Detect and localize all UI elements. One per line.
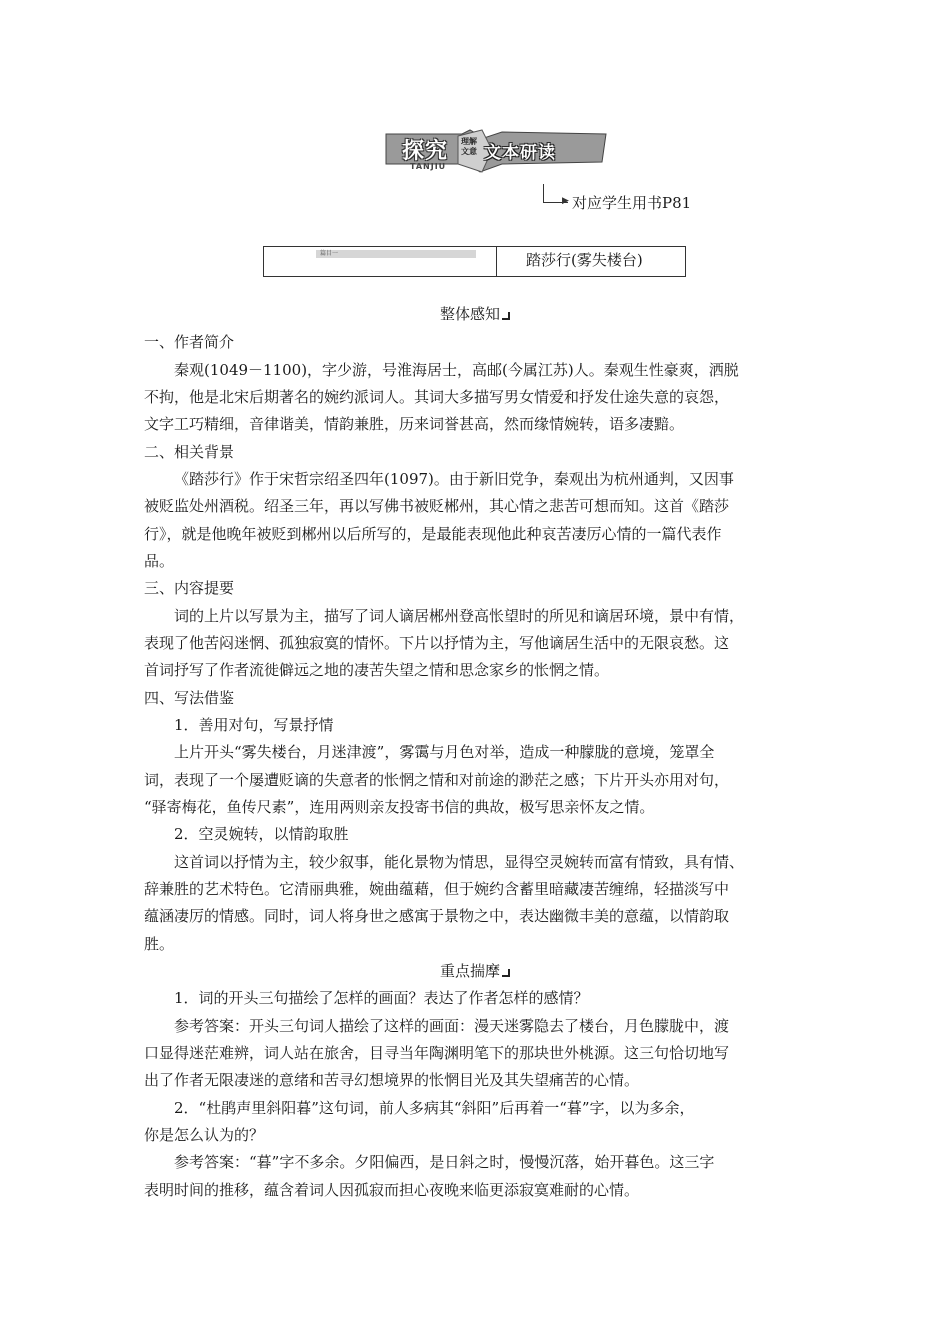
- paragraph-line: 胜。: [144, 935, 175, 953]
- banner-small-text: 理解文意: [461, 137, 477, 156]
- subheading: 1．善用对句，写景抒情: [174, 716, 334, 734]
- heading-summary: 三、内容提要: [144, 579, 235, 597]
- paragraph-line: 文字工巧精细，音律谐美，情韵兼胜，历来词誉甚高，然而缘情婉转，语多凄黯。: [144, 415, 685, 433]
- paragraph-line: 蕴涵凄厉的情感。同时，词人将身世之感寓于景物之中，表达幽微丰美的意蕴，以情韵取: [144, 907, 730, 925]
- section-banner: [384, 128, 610, 176]
- overview-heading: 整体感知: [0, 304, 950, 324]
- paragraph-line: 参考答案：“暮”字不多余。夕阳偏西，是日斜之时，慢慢沉落，始开暮色。这三字: [174, 1153, 715, 1171]
- arrow-right-icon: ▶: [562, 196, 569, 206]
- title-tag: 篇目一: [320, 250, 339, 257]
- reference-note: 对应学生用书P81: [572, 194, 692, 212]
- paragraph-line: 这首词以抒情为主，较少叙事，能化景物为情思，显得空灵婉转而富有情致，具有情、: [174, 853, 745, 871]
- banner-right-text: 文本研读: [484, 143, 556, 163]
- paragraph-line: 表现了他苦闷迷惘、孤独寂寞的情怀。下片以抒情为主，写他谪居生活中的无限哀愁。这: [144, 634, 730, 652]
- paragraph-line: 不拘，他是北宋后期著名的婉约派词人。其词大多描写男女情爱和抒发仕途失意的哀怨，: [144, 388, 730, 406]
- paragraph-line: 首词抒写了作者流徙僻远之地的凄苦失望之情和思念家乡的怅惘之情。: [144, 661, 610, 679]
- paragraph-line: 词，表现了一个屡遭贬谪的失意者的怅惘之情和对前途的渺茫之感；下片开头亦用对句，: [144, 771, 730, 789]
- heading-background: 二、相关背景: [144, 443, 235, 461]
- question-2: 2．“杜鹃声里斜阳暮”这句词，前人多病其“斜阳”后再着一“暮”字，以为多余，: [174, 1099, 695, 1117]
- paragraph-line: 被贬监处州酒税。绍圣三年，再以写佛书被贬郴州，其心情之悲苦可想而知。这首《踏莎: [144, 497, 730, 515]
- paragraph-line: 参考答案：开头三句词人描绘了这样的画面：漫天迷雾隐去了楼台，月色朦胧中，渡: [174, 1017, 730, 1035]
- title-table-left-cell: [264, 247, 497, 276]
- heading-author: 一、作者简介: [144, 333, 235, 351]
- key-points-heading: 重点揣摩: [0, 961, 950, 981]
- corner-mark-icon: [502, 969, 510, 977]
- poem-title: 踏莎行(雾失楼台): [526, 251, 643, 269]
- paragraph-line: 口显得迷茫难辨，词人站在旅舍，目寻当年陶渊明笔下的那块世外桃源。这三句恰切地写: [144, 1044, 730, 1062]
- title-table: [263, 246, 686, 277]
- question-2-cont: 你是怎么认为的？: [144, 1126, 265, 1144]
- paragraph-line: 上片开头“雾失楼台，月迷津渡”，雾霭与月色对举，造成一种朦胧的意境，笼罩全: [174, 743, 715, 761]
- paragraph-line: “驿寄梅花，鱼传尺素”，连用两则亲友投寄书信的典故，极写思亲怀友之情。: [144, 798, 655, 816]
- title-tag-strip: [316, 250, 476, 258]
- paragraph-line: 表明时间的推移，蕴含着词人因孤寂而担心夜晚来临更添寂寞难耐的心情。: [144, 1181, 640, 1199]
- subheading: 2．空灵婉转，以情韵取胜: [174, 825, 349, 843]
- banner-main-text: 探究: [402, 139, 449, 164]
- corner-mark-icon: [502, 312, 510, 320]
- banner-pinyin: TANJIU: [410, 162, 447, 171]
- paragraph-line: 词的上片以写景为主，描写了词人谪居郴州登高怅望时的所见和谪居环境，景中有情，: [174, 607, 745, 625]
- paragraph-line: 品。: [144, 552, 175, 570]
- heading-techniques: 四、写法借鉴: [144, 689, 235, 707]
- paragraph-line: 秦观(1049－1100)，字少游，号淮海居士，高邮(今属江苏)人。秦观生性豪爽，洒脱: [174, 361, 739, 379]
- question-1: 1．词的开头三句描绘了怎样的画面？表达了作者怎样的感情？: [174, 989, 589, 1007]
- paragraph-line: 《踏莎行》作于宋哲宗绍圣四年(1097)。由于新旧党争，秦观出为杭州通判，又因事: [174, 470, 734, 488]
- paragraph-line: 行》，就是他晚年被贬到郴州以后所写的，是最能表现他此种哀苦凄厉心情的一篇代表作: [144, 525, 722, 543]
- paragraph-line: 出了作者无限凄迷的意绪和苦寻幻想境界的怅惘目光及其失望痛苦的心情。: [144, 1071, 640, 1089]
- paragraph-line: 辞兼胜的艺术特色。它清丽典雅，婉曲蕴藉，但于婉约含蓄里暗藏凄苦缠绵，轻描淡写中: [144, 880, 730, 898]
